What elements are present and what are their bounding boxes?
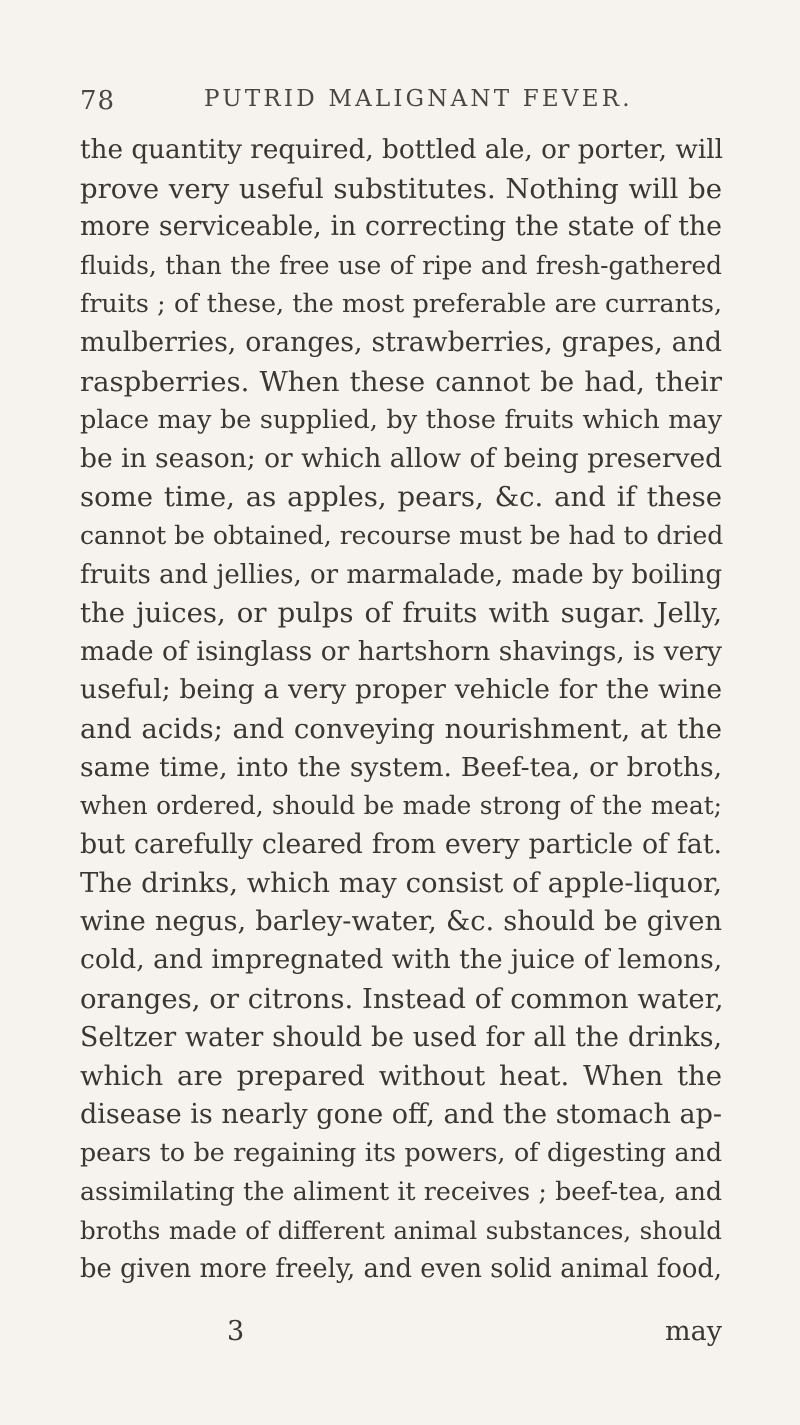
text-line: some time, as apples, pears, &c. and if these [80,481,722,514]
text-line: made of isinglass or hartshorn shavings, is very [80,635,722,667]
text-line: the quantity required, bottled ale, or porter, will [80,135,724,165]
text-line: cannot be obtained, recourse must be had to dried [80,520,724,550]
text-line: prove very useful substitutes. Nothing will be [80,172,722,205]
text-line: be in season; or which allow of being preserved [80,442,723,474]
page-number: 78 [80,86,116,116]
text-line: useful; being a very proper vehicle for the wine [80,674,722,706]
text-line: place may be supplied, by those fruits which may [80,405,722,436]
text-line: cold, and impregnated with the juice of lemons, [80,944,723,976]
text-line: and acids; and conveying nourishment, at the [80,712,722,745]
text-line: pears to be regaining its powers, of digesting and [80,1138,722,1168]
text-line: the juices, or pulps of fruits with sugar. Jelly, [80,597,722,630]
text-line: broths made of different animal substances, should [80,1215,722,1245]
text-line: Seltzer water should be used for all the drinks, [80,1021,722,1053]
text-line: mulberries, oranges, strawberries, grapes, and [80,326,722,358]
catchword: may [665,1316,722,1347]
page-footer [80,1316,722,1356]
text-line: when ordered, should be made strong of the meat; [80,791,722,821]
text-line: fluids, than the free use of ripe and fresh-gathered [80,250,722,280]
text-line: disease is nearly gone off, and the stomach ap- [80,1098,722,1130]
text-line: wine negus, barley-water, &c. should be given [80,905,722,937]
text-line: fruits ; of these, the most preferable are currants, [80,289,722,319]
text-line: The drinks, which may consist of apple-liquor, [80,867,722,900]
text-line: which are prepared without heat. When the [80,1060,722,1093]
text-line: fruits and jellies, or marmalade, made by boiling [80,559,723,590]
text-line: oranges, or citrons. Instead of common water, [80,983,724,1016]
page-header [80,86,720,126]
text-line: same time, into the system. Beef-tea, or broths, [80,751,722,783]
text-line: assimilating the aliment it receives ; beef-tea, and [80,1177,722,1207]
text-line: more serviceable, in correcting the state of the [80,211,722,243]
running-head: PUTRID MALIGNANT FEVER. [204,86,633,112]
text-line: raspberries. When these cannot be had, their [80,365,722,398]
signature-mark: 3 [227,1316,245,1347]
text-line: but carefully cleared from every particle of fat. [80,828,722,860]
text-line: be given more freely, and even solid animal food, [80,1254,722,1285]
body-text [80,131,722,1289]
